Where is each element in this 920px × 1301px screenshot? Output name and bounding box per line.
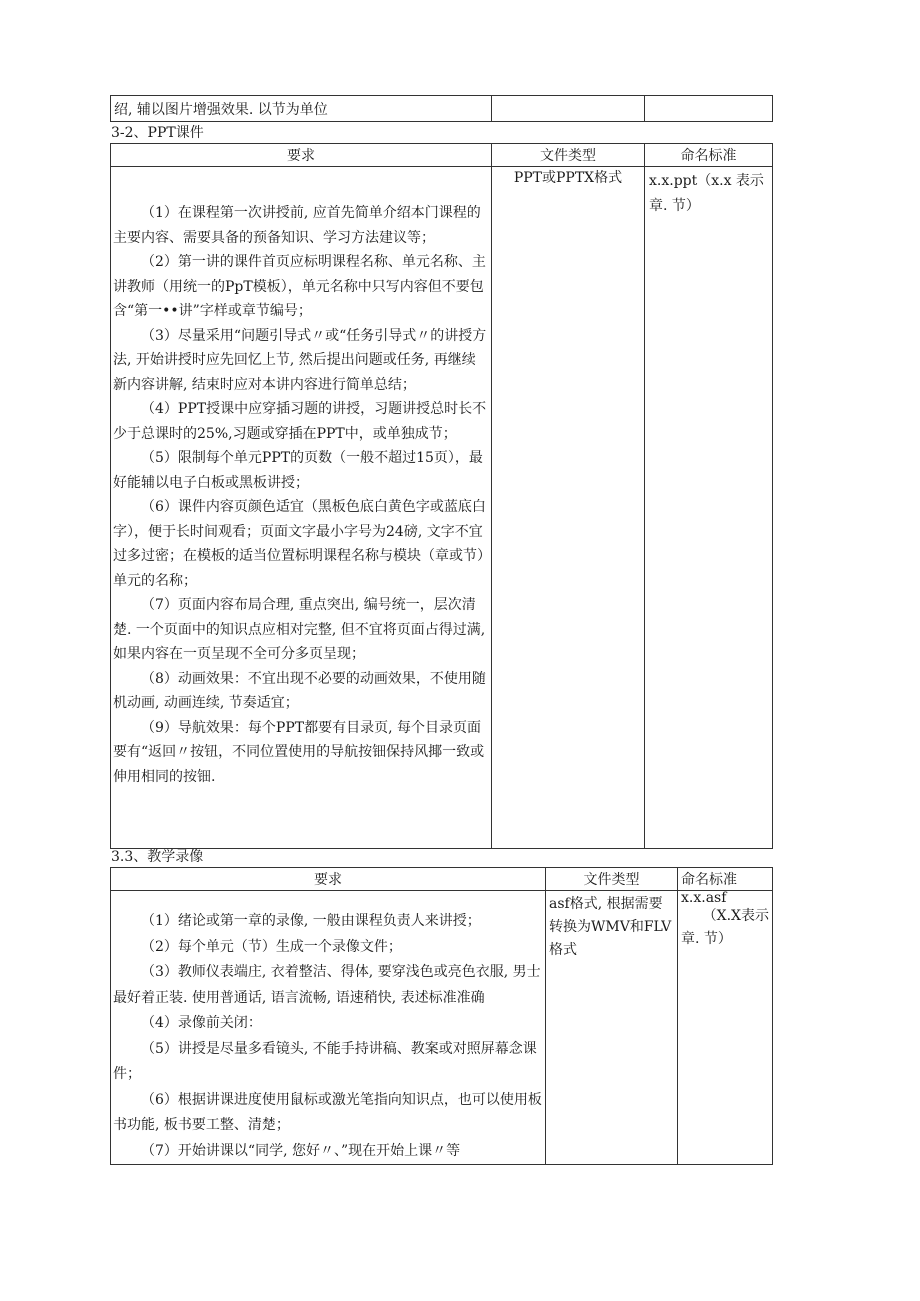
section-heading-ppt: 3-2、PPT课件 <box>111 125 204 141</box>
naming-line: x.x.asf <box>681 890 727 906</box>
list-item: （4）PPT授课中应穿插习题的讲授，习题讲授总时长不少于总课时的25%,习题或穿插在PPT中，或单独成节； <box>113 401 487 442</box>
table-row <box>111 891 773 1165</box>
file-type-cell <box>492 96 645 122</box>
naming-line: 章. 节） <box>649 198 700 214</box>
file-type-cell: asf格式, 根据需要转换为WMV和FLV格式 <box>546 891 678 1165</box>
table-header-row <box>111 868 773 891</box>
section-heading-video: 3.3、教学录像 <box>111 849 204 865</box>
list-item: （6）课件内容页颜色适宜（黑板色底白黄色字或蓝底白字），便于长时间观看；页面文字最小字号为24磅, 文字不宜过多过密；在模板的适当位置标明课程名称与模块（章或节）单元的名称； <box>113 499 486 589</box>
file-type-cell: PPT或PPTX格式 <box>492 167 645 849</box>
list-item: （7）开始讲课以“同学, 您好〃、”现在开始上课〃等 <box>141 1142 461 1159</box>
ppt-table <box>110 143 773 849</box>
list-item: （3）教师仪表端庄, 衣着整洁、得体, 要穿浅色或亮色衣服, 男士最好着正装. 使用普通话, 语言流畅, 语速稍快, 表述标准准确 <box>113 964 541 1006</box>
header-requirement: 要求 <box>111 868 546 891</box>
header-requirement: 要求 <box>111 144 492 167</box>
requirement-list <box>111 167 492 849</box>
list-item: （6）根据讲课进度使用鼠标或激光笔指向知识点，也可以使用板书功能, 板书要工整、清楚； <box>113 1091 542 1133</box>
table-row <box>111 167 773 849</box>
table-row <box>111 96 773 122</box>
list-item: （1）绪论或第一章的录像, 一般由课程负责人来讲授； <box>141 913 481 929</box>
list-item: （3）尽量采用“问题引导式〃或“任务引导式〃的讲授方法, 开始讲授时应先回忆上节, 然后提出问题或任务, 再继续新内容讲解, 结束时应对本讲内容进行简单总结； <box>113 327 487 393</box>
naming-line: x.x.ppt（x.x 表示 <box>649 173 764 189</box>
continued-table <box>110 95 773 122</box>
naming-cell <box>645 96 773 122</box>
naming-cell <box>645 167 773 849</box>
list-item: （7）页面内容布局合理, 重点突出, 编号统一，层次清楚. 一个页面中的知识点应相对完整, 但不宜将页面占得过满, 如果内容在一页呈现不全可分多页呈现； <box>113 597 486 662</box>
header-file-type: 文件类型 <box>546 868 678 891</box>
video-table <box>110 867 773 1165</box>
requirement-list <box>111 891 546 1165</box>
requirement-cell: 绍, 辅以图片增强效果. 以节为单位 <box>111 96 492 122</box>
list-item: （8）动画效果：不宜出现不必要的动画效果，不使用随机动画, 动画连续, 节奏适宜； <box>113 670 486 711</box>
table-header-row <box>111 144 773 167</box>
list-item: （1）在课程第一次讲授前, 应首先简单介绍本门课程的主要内容、需要具备的预备知识、学习方法建议等； <box>113 205 481 246</box>
header-naming: 命名标准 <box>645 144 773 167</box>
list-item: （4）录像前关闭： <box>141 1015 262 1031</box>
header-naming: 命名标准 <box>678 868 773 891</box>
naming-line: （X.X表示 <box>702 908 769 924</box>
naming-cell <box>678 891 773 1165</box>
header-file-type: 文件类型 <box>492 144 645 167</box>
naming-line: 章. 节） <box>681 931 732 947</box>
list-item: （2）每个单元（节）生成一个录像文件； <box>141 938 402 955</box>
list-item: （5）讲授是尽量多看镜头, 不能手持讲稿、教案或对照屏幕念课件； <box>113 1040 537 1082</box>
list-item: （9）导航效果：每个PPT都要有目录页, 每个目录页面要有“返回〃按钮，不同位置使用的导航按钿保持风揶一致或伸用相同的按钿. <box>113 719 485 785</box>
list-item: （5）限制每个单元PPT的页数（一般不超过15页），最好能辅以电子白板或黑板讲授； <box>113 450 483 491</box>
list-item: （2）第一讲的课件首页应标明课程名称、单元名称、主讲教师（用统一的PpT模板），单元名称中只写内容但不要包含“第一••讲”字样或章节编号； <box>113 254 486 319</box>
